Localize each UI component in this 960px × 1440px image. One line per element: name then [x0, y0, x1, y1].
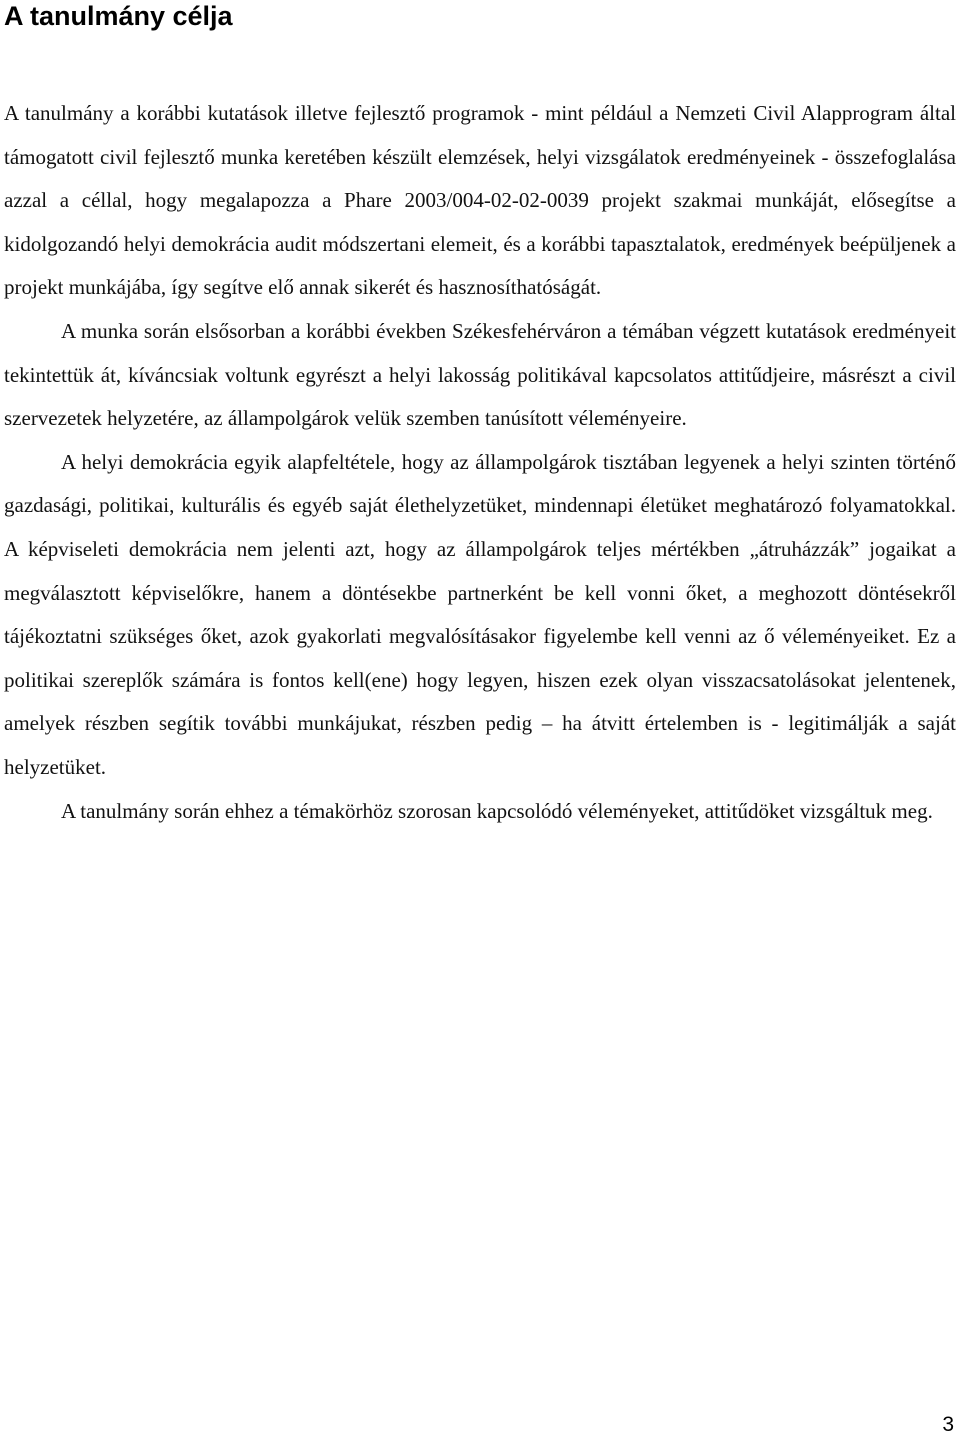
paragraph-local-democracy: A helyi demokrácia egyik alapfeltétele, hogy az állampolgárok tisztában legyenek a helyi szinten történő gazdasági, politikai, kulturális és egyéb saját élethelyzetüket, mindennapi életüket meghatározó folyamatokkal. A képviseleti demokrácia nem jelenti azt, hogy az állampolgárok teljes mértékben „átruházzák” jogaikat a megválasztott képviselőkre, hanem a döntésekbe partnerként be kell vonni őket, a meghozott döntésekről tájékoztatni szükséges őket, azok gyakorlati megvalósításakor figyelembe kell venni az ő véleményeiket. Ez a politikai szereplők számára is fontos kell(ene) hogy legyen, hiszen ezek olyan visszacsatolásokat jelentenek, amelyek részben segítik további munkájukat, részben pedig – ha átvitt értelemben is - legitimálják a saját helyzetüket.: [4, 449, 956, 779]
page-number: 3: [942, 1413, 954, 1436]
paragraph-study-scope: A tanulmány során ehhez a témakörhöz szorosan kapcsolódó véleményeket, attitűdöket vizsgáltuk meg.: [61, 798, 933, 823]
paragraph-purpose: A tanulmány a korábbi kutatások illetve fejlesztő programok - mint például a Nemzeti Civil Alapprogram által támogatott civil fejlesztő munka keretében készült elemzések, helyi vizsgálatok eredményeinek - összefoglalása azzal a céllal, hogy megalapozza a Phare 2003/004-02-02-0039 projekt szakmai munkáját, elősegítse a kidolgozandó helyi demokrácia audit módszertani elemeit, és a korábbi tapasztalatok, eredmények beépüljenek a projekt munkájába, így segítve elő annak sikerét és hasznosíthatóságát.: [4, 101, 956, 300]
document-body: [4, 92, 956, 833]
page-title: A tanulmány célja: [4, 1, 233, 31]
paragraph-research-review: A munka során elsősorban a korábbi években Székesfehérváron a témában végzett kutatások eredményeit tekintettük át, kíváncsiak voltunk egyrészt a helyi lakosság politikával kapcsolatos attitűdjeire, másrészt a civil szervezetek helyzetére, az állampolgárok velük szemben tanúsított véleményeire.: [4, 318, 956, 431]
